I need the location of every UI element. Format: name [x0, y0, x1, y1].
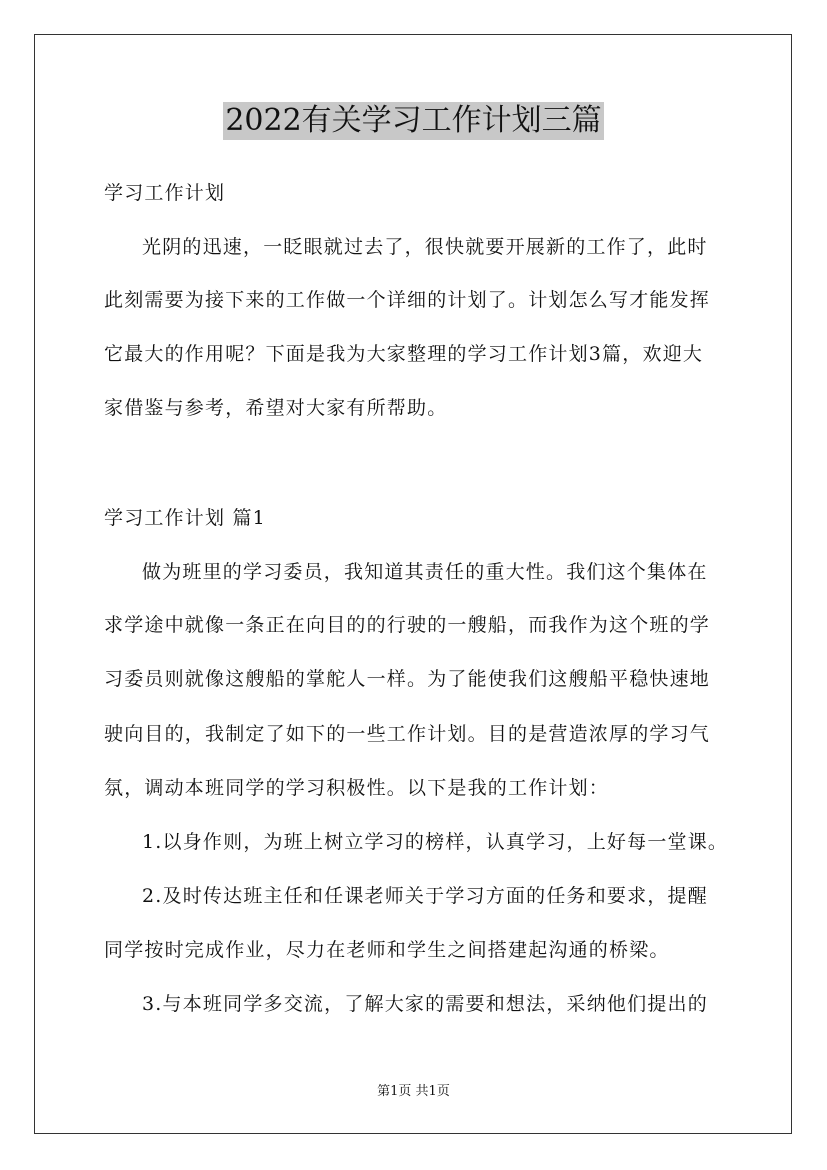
paragraph-line: 家借鉴与参考，希望对大家有所帮助。 — [104, 397, 448, 419]
paragraph-line: 它最大的作用呢？下面是我为大家整理的学习工作计划3篇，欢迎大 — [104, 343, 704, 365]
paragraph-line: 习委员则就像这艘船的掌舵人一样。为了能使我们这艘船平稳快速地 — [104, 668, 711, 690]
paragraph-line: 氛，调动本班同学的学习积极性。以下是我的工作计划： — [104, 777, 610, 799]
paragraph-line: 同学按时完成作业，尽力在老师和学生之间搭建起沟通的桥梁。 — [104, 939, 670, 961]
document-title: 2022有关学习工作计划三篇 — [225, 103, 602, 138]
list-item: 1.以身作则，为班上树立学习的榜样，认真学习，上好每一堂课。 — [142, 831, 729, 853]
title-container — [0, 102, 827, 140]
paragraph-line: 做为班里的学习委员，我知道其责任的重大性。我们这个集体在 — [142, 561, 708, 583]
section-heading: 学习工作计划 篇1 — [104, 507, 266, 529]
paragraph-line: 光阴的迅速，一眨眼就过去了，很快就要开展新的工作了，此时 — [142, 236, 708, 258]
list-item: 3.与本班同学多交流，了解大家的需要和想法，采纳他们提出的 — [142, 993, 708, 1015]
paragraph-line: 此刻需要为接下来的工作做一个详细的计划了。计划怎么写才能发挥 — [104, 289, 711, 311]
paragraph-line: 驶向目的，我制定了如下的一些工作计划。目的是营造浓厚的学习气 — [104, 723, 711, 745]
list-item: 2.及时传达班主任和任课老师关于学习方面的任务和要求，提醒 — [142, 885, 708, 907]
page-footer: 第1页 共1页 — [377, 1084, 450, 1099]
paragraph-line: 求学途中就像一条正在向目的的行驶的一艘船，而我作为这个班的学 — [104, 614, 711, 636]
section-heading: 学习工作计划 — [104, 182, 226, 204]
